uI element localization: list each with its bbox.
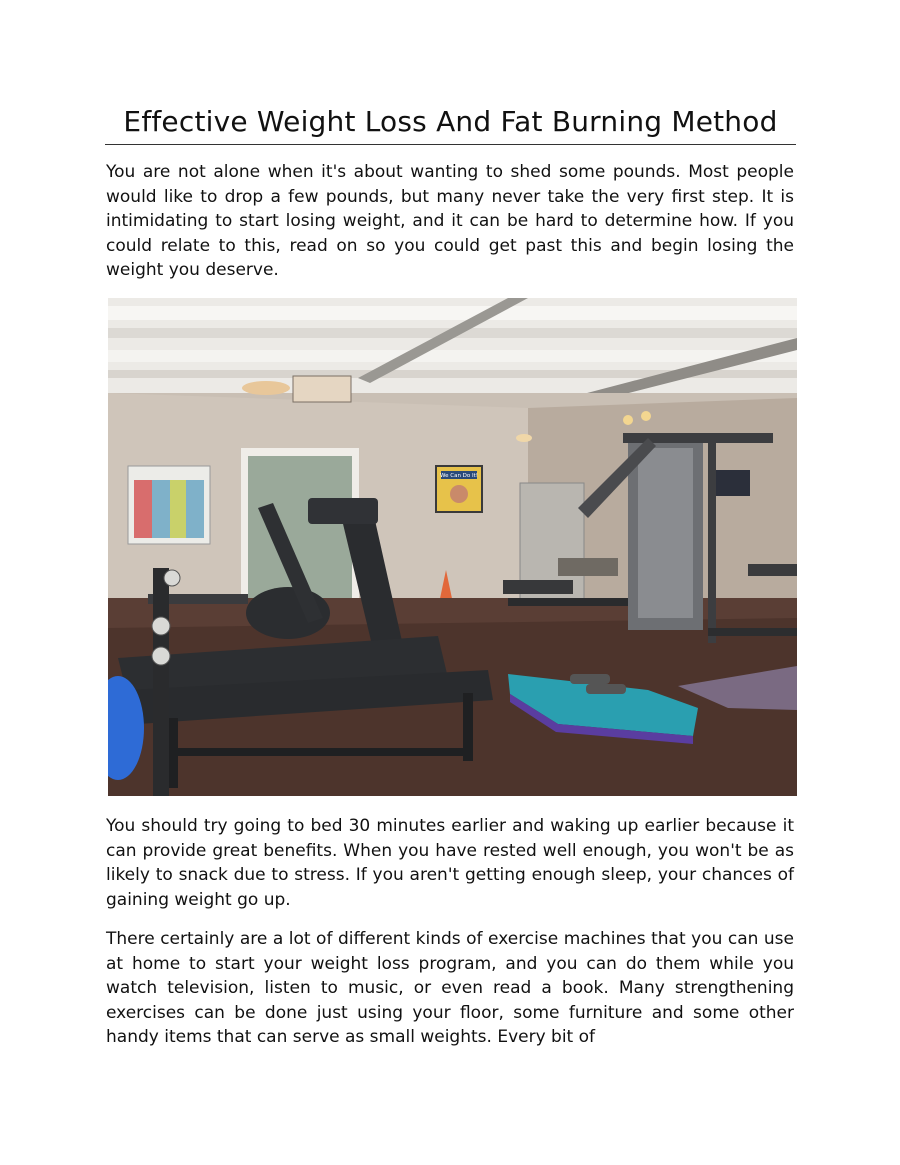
paragraph-exercise-machines: There certainly are a lot of different kinds of exercise machines that you can use at home to start your weight loss program, and you can do them while you watch television, listen to music, or even read a book. Many strengthening exercises can be done just using your floor, some furniture and some other handy items that can serve as small weights. Every bit of <box>106 929 794 1048</box>
paragraph-sleep: You should try going to bed 30 minutes earlier and waking up earlier because it can provide great benefits. When you have rested well enough, you won't be as likely to snack due to stress. If you aren't getting enough sleep, your chances of gaining weight go up. <box>106 816 794 910</box>
page-title: Effective Weight Loss And Fat Burning Method <box>123 105 778 138</box>
page-bottom-margin <box>0 1052 900 1165</box>
poster-text: We Can Do It! <box>439 473 479 479</box>
title-underline <box>105 144 796 145</box>
home-gym-photo <box>108 298 797 796</box>
paragraph-intro: You are not alone when it's about wanting to shed some pounds. Most people would like to drop a few pounds, but many never take the very first step. It is intimidating to start losing weight, and it can be hard to determine how. If you could relate to this, read on so you could get past this and begin losing the weight you deserve. <box>106 162 794 281</box>
